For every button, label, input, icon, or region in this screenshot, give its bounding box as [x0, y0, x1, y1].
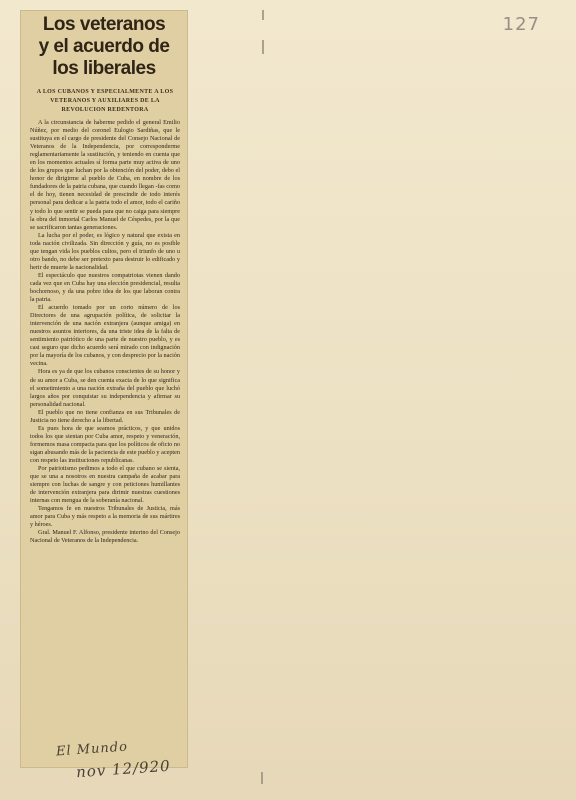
paragraph: El acuerdo tomado por un corto número de los Directores de una agrupación política, de solicitar la intervención de una nación extranjera (aunque amiga) en nuestros asuntos interiores, da una triste idea de la falta de sentimiento patriótico de una parte de nuestro pueblo, y es casi seguro que dicho acuerdo será mirado con indignación por la mayoría de los cubanos, y con desprecio por la nación vecina.	[30, 304, 180, 368]
margin-mark	[262, 40, 264, 54]
article-body	[30, 119, 180, 545]
margin-mark	[261, 772, 263, 784]
paragraph: Hora es ya de que los cubanos conscientes de su honor y de su amor a Cuba, se den cuenta exacta de lo que significa el sometimiento a una nación extraña del pueblo que luchó largos años por conquistar su independencia y afirmar su personalidad nacional.	[30, 368, 180, 408]
headline	[26, 14, 182, 80]
paragraph: Por patriotismo pedimos a todo el que cubano se sienta, que se una a nosotros en nuestra campaña de acabar para siempre con luchas de sangre y con peticiones humillantes de intervención extranjera para dirimir nuestras cuestiones internas con mengua de la soberanía nacional.	[30, 465, 180, 505]
newspaper-clipping	[20, 10, 188, 768]
headline-line: Los veteranos	[42, 14, 166, 35]
headline-line: los liberales	[52, 58, 156, 79]
subheadline: A LOS CUBANOS Y ESPECIALMENTE A LOS VETERANOS Y AUXILIARES DE LA REVOLUCION REDENTORA	[36, 89, 174, 113]
paragraph: Tengamos fe en nuestros Tribunales de Justicia, más amor para Cuba y más respeto a la memoria de sus mártires y héroes.	[30, 505, 180, 529]
headline-line: y el acuerdo de	[38, 36, 170, 57]
paragraph: Es pues hora de que seamos prácticos, y que unidos todos los que sientan por Cuba amor, respeto y veneración, formemos masa compacta para que los políticos de oficio no sigan abusando más de la paciencia de este pueblo y acepten con respeto las instituciones republicanas.	[30, 424, 181, 464]
page-number: 127	[502, 14, 540, 35]
handwritten-source: El Mundo	[55, 739, 129, 760]
paragraph: El espectáculo que nuestros compatriotas vienen dando cada vez que en Cuba hay una elección presidencial, resulta bochornoso, y da una pobre idea de los que laboran contra la patria.	[30, 271, 180, 304]
signature: Gral. Manuel F. Alfonso, presidente interino del Consejo Nacional de Veteranos de la Independencia.	[30, 529, 180, 545]
paragraph: El pueblo que no tiene confianza en sus Tribunales de Justicia no tiene derecho a la libertad.	[30, 408, 180, 424]
handwritten-date: nov 12/920	[75, 756, 172, 782]
margin-mark	[262, 10, 264, 20]
paragraph: La lucha por el poder, es lógico y natural que exista en toda nación civilizada. Sin dirección y guía, no es posible que tengan vida los pueblos cultos, pero el triunfo de uno u otro bando, no debe ser pretexto para destruir lo edificado y herir de muerte la nacionalidad.	[30, 231, 180, 271]
paragraph: A la circunstancia de haberme pedido el general Emilio Núñez, por medio del coronel Eulogio Sardiñas, que le sustituya en el cargo de presidente del Consejo Nacional de Veteranos de la Independencia, por corresponderme reglamentariamente la sustitución, y teniendo en cuenta que en los momentos actuales sí forma parte muy activa de uno de los grupos que luchan por la obtención del poder, debo el honor de dirigirme al pueblo de Cuba, en nombre de los fundadores de la patria cubana, que cuando llegan -fas como el de hoy, tienen necesidad de prescindir de todo interés personal para dedicar a la patria todo el amor, todo el cariño y todo lo que sentir se pueda para que no caiga para siempre la obra del inmortal Carlos Manuel de Céspedes, por la que se sacrificaron tantas generaciones.	[30, 119, 180, 231]
